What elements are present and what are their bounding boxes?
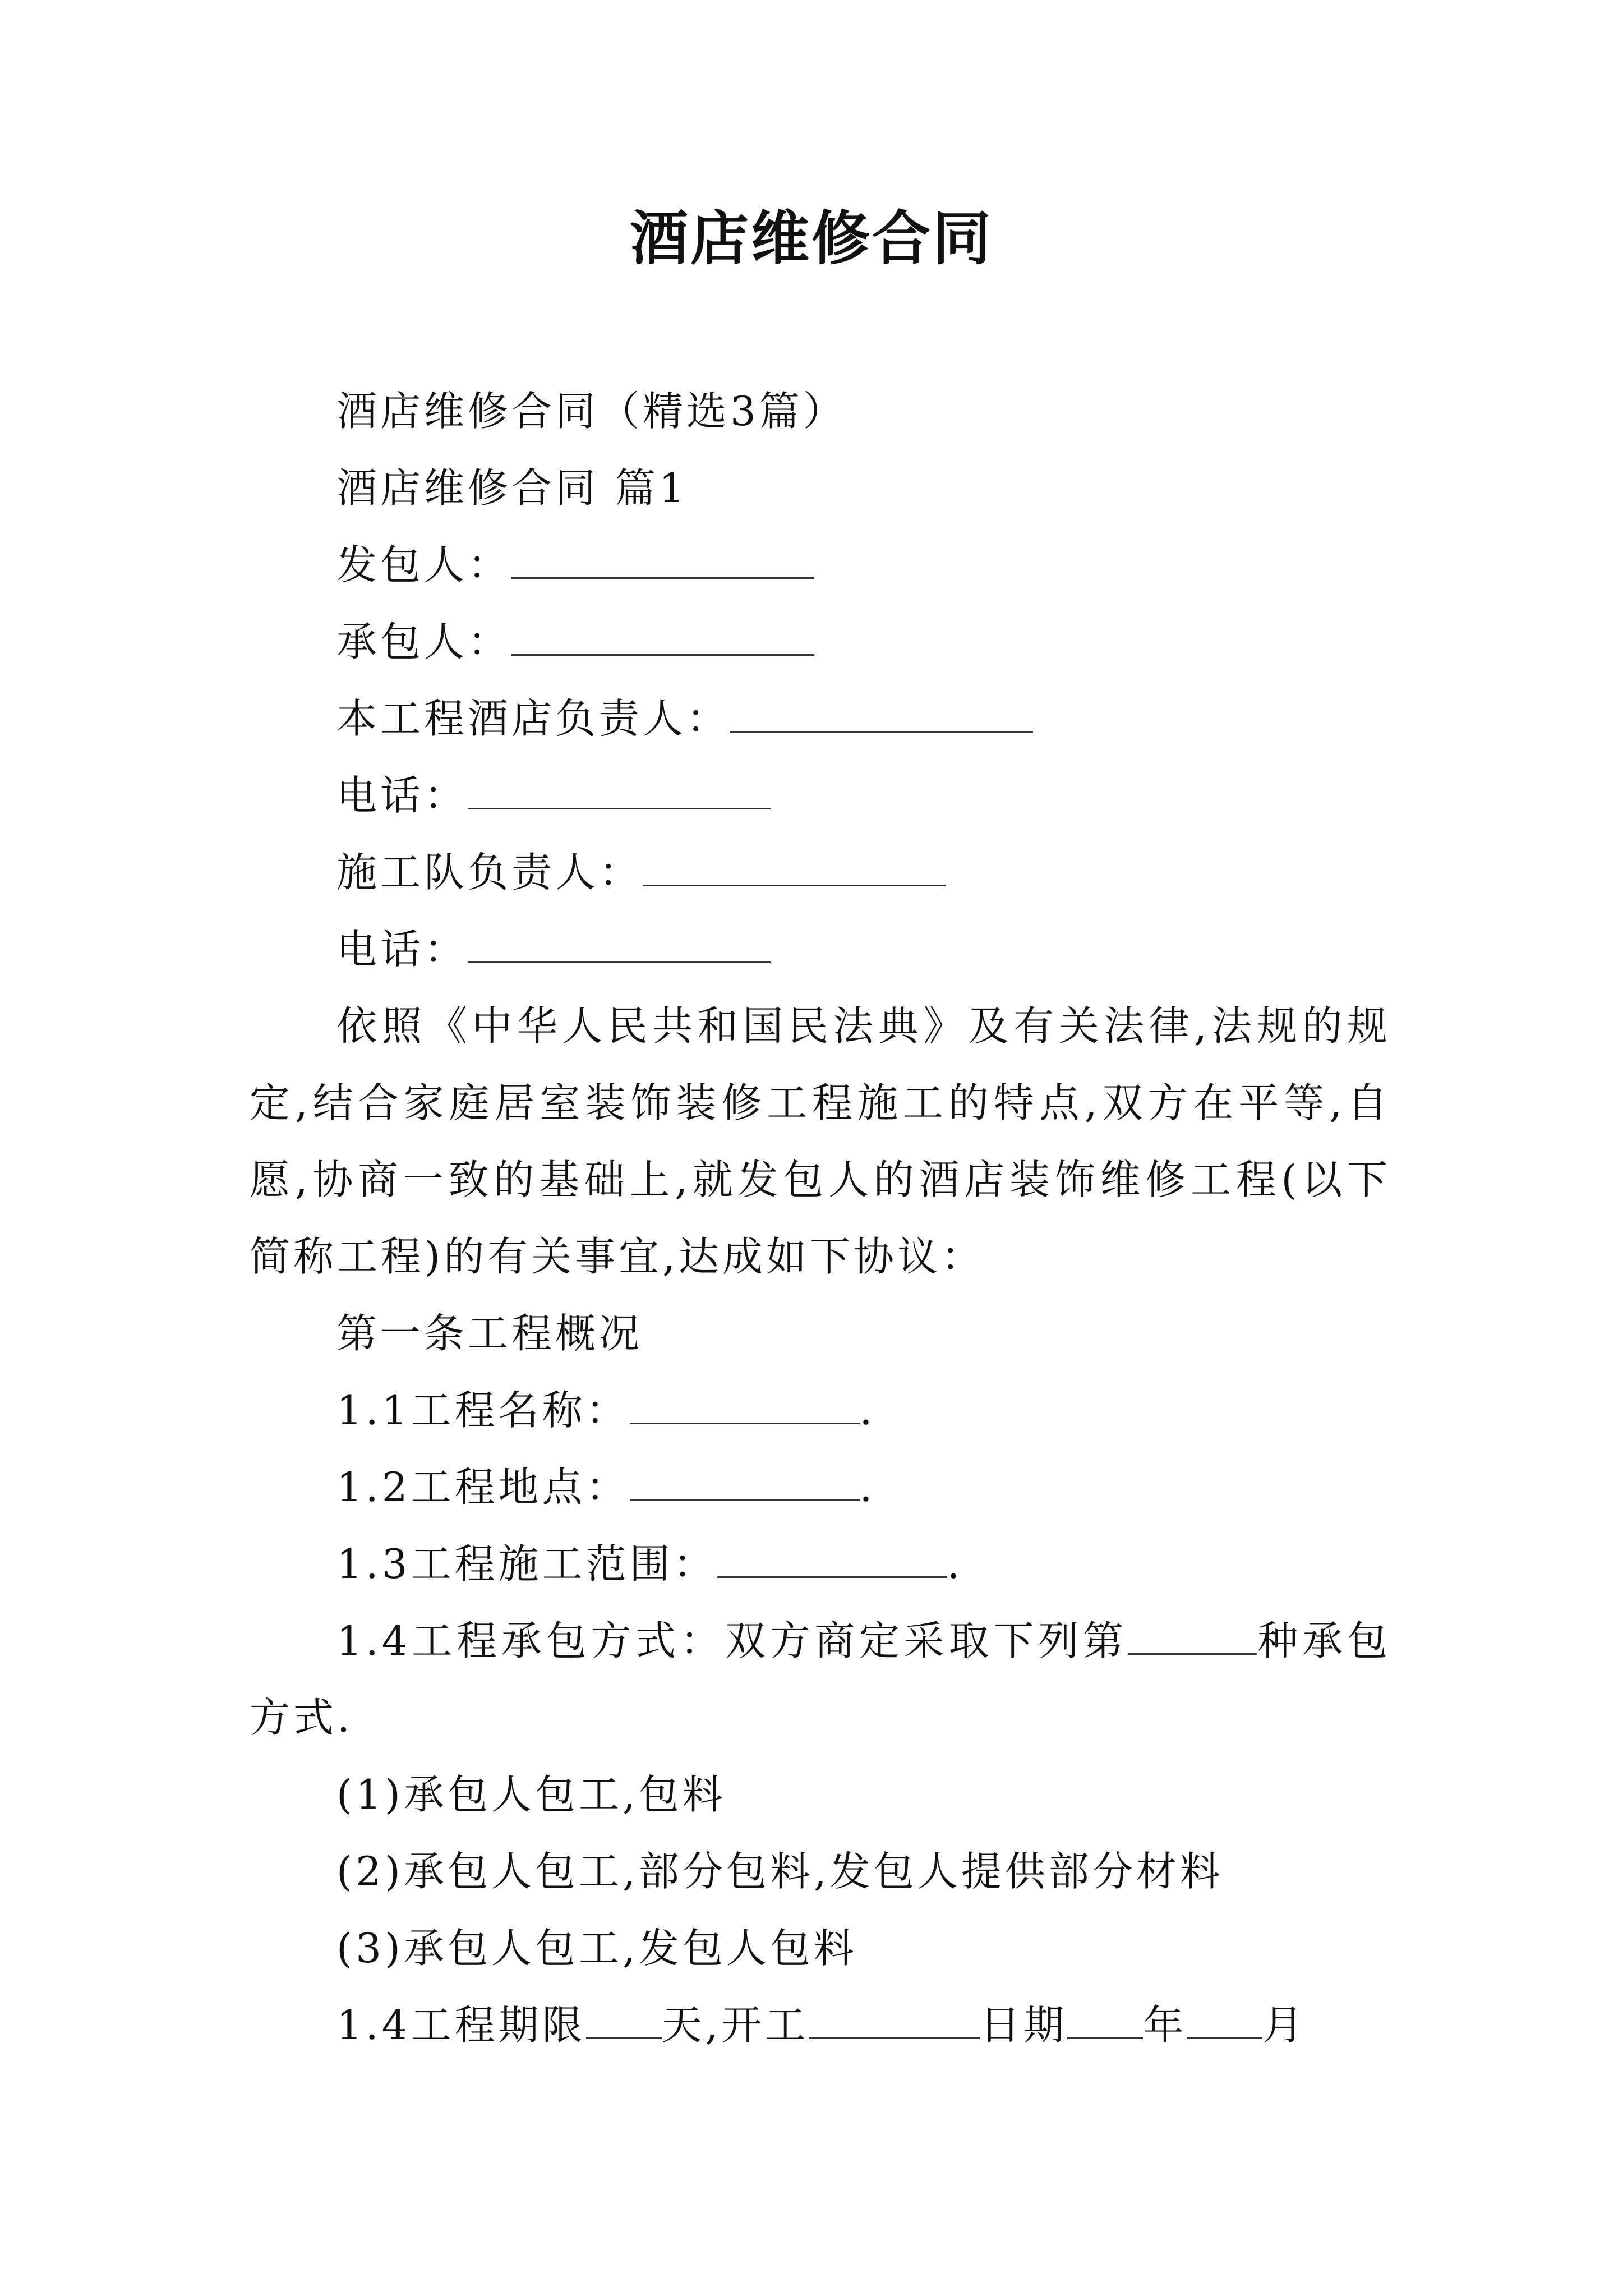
option-3: (3)承包人包工,发包人包料 — [336, 1925, 857, 1972]
document-title: 酒店维修合同 — [629, 204, 993, 273]
phone-field-1 — [250, 757, 1391, 834]
project-scope-label: 1.3工程施工范围： — [336, 1540, 717, 1588]
project-scope-field — [250, 1526, 1391, 1603]
project-name-field — [250, 1372, 1391, 1449]
project-location-period: . — [859, 1464, 876, 1511]
project-name-blank — [630, 1389, 860, 1424]
project-location-blank — [630, 1466, 860, 1501]
year-label: 年 — [1143, 2001, 1187, 2049]
contractor-blank — [511, 620, 814, 656]
project-location-label: 1.2工程地点： — [336, 1464, 630, 1511]
article-1-heading: 第一条工程概况 — [336, 1310, 643, 1357]
contract-mode-suffix: 种承包方式. — [250, 1617, 1391, 1741]
section-heading: 酒店维修合同 篇1 — [336, 464, 688, 512]
crew-lead-label: 施工队负责人： — [336, 849, 643, 896]
employer-label: 发包人： — [336, 541, 512, 588]
project-name-label: 1.1工程名称： — [336, 1387, 630, 1434]
phone-field-2 — [250, 911, 1391, 988]
project-scope-blank — [717, 1543, 947, 1578]
month-label: 月 — [1262, 2001, 1307, 2049]
project-term-label: 1.4工程期限 — [336, 2001, 586, 2049]
contractor-field — [250, 604, 1391, 680]
phone-blank-1 — [468, 774, 771, 809]
month-blank — [1187, 2004, 1262, 2039]
project-location-field — [250, 1449, 1391, 1526]
contract-mode-field — [250, 1603, 1391, 1756]
hotel-lead-label: 本工程酒店负责人： — [336, 695, 731, 742]
project-scope-period: . — [947, 1540, 963, 1588]
phone-blank-2 — [468, 928, 771, 963]
project-days-unit: 天,开工 — [661, 2001, 809, 2049]
employer-blank — [511, 544, 814, 579]
project-name-period: . — [859, 1387, 876, 1434]
phone-label-2: 电话： — [336, 926, 468, 973]
phone-label-1: 电话： — [336, 772, 468, 819]
contractor-label: 承包人： — [336, 618, 512, 665]
contract-mode-blank — [1128, 1619, 1257, 1655]
document-body — [250, 373, 1391, 2064]
employer-field — [250, 527, 1391, 604]
project-term-field — [250, 1987, 1391, 2064]
start-blank — [809, 2004, 980, 2039]
preamble-paragraph: 依照《中华人民共和国民法典》及有关法律,法规的规定,结合家庭居室装饰装修工程施工的特点,双方在平等,自愿,协商一致的基础上,就发包人的酒店装饰维修工程(以下简称工程)的有关事宜,达成如下协议： — [250, 1002, 1391, 1280]
hotel-lead-field — [250, 680, 1391, 757]
year-blank — [1067, 2004, 1143, 2039]
collection-title: 酒店维修合同（精选3篇） — [336, 388, 847, 435]
crew-lead-field — [250, 834, 1391, 911]
option-1: (1)承包人包工,包料 — [336, 1771, 726, 1818]
crew-lead-blank — [643, 851, 946, 886]
start-date-label: 日期 — [980, 2001, 1068, 2049]
project-days-blank — [586, 2004, 662, 2039]
contract-mode-prefix: 1.4工程承包方式：双方商定采取下列第 — [336, 1617, 1128, 1664]
hotel-lead-blank — [730, 697, 1033, 733]
option-2: (2)承包人包工,部分包料,发包人提供部分材料 — [336, 1848, 1224, 1895]
